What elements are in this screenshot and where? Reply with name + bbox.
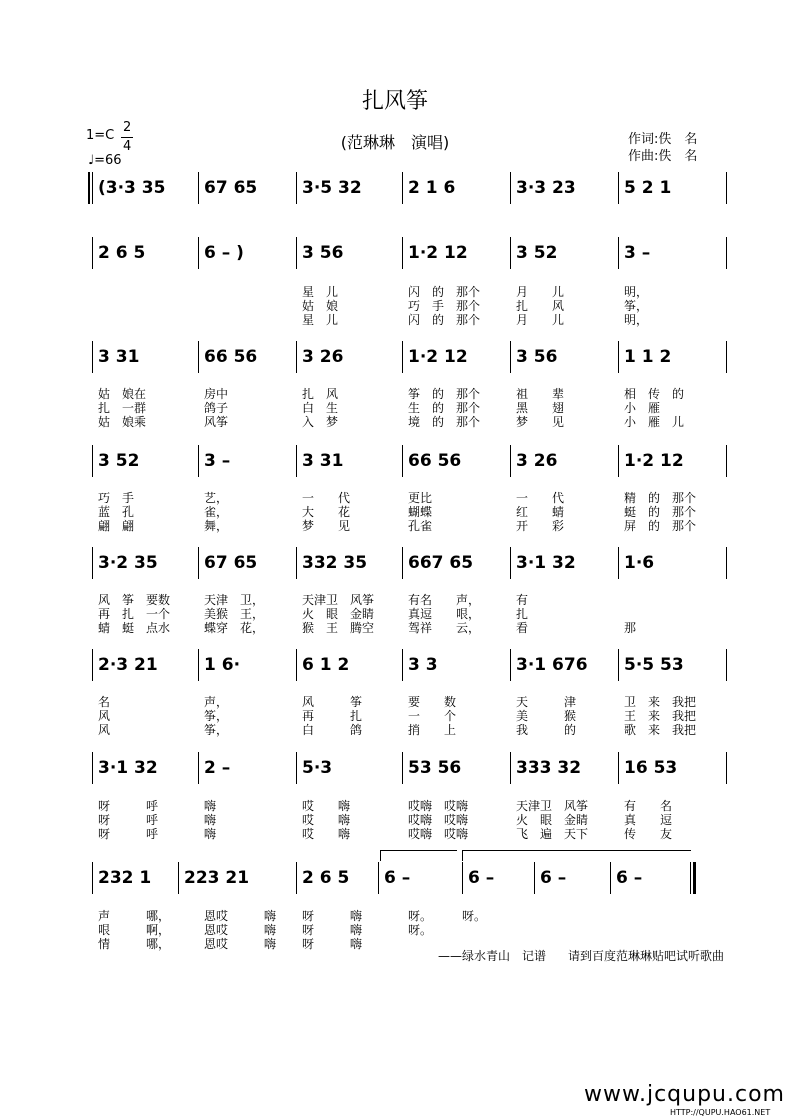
lyric-text: 蝶穿 花， xyxy=(204,621,265,635)
lyric-text: 我 的 xyxy=(516,723,577,737)
lyric-text: 有名 声， xyxy=(408,593,481,607)
lyric-text: 生 的 那个 xyxy=(408,401,481,415)
lyric-text: 精 的 那个 xyxy=(624,491,697,505)
lyric-text: 名 xyxy=(98,695,111,709)
measure-notes: 3 – xyxy=(624,243,651,263)
bar-line xyxy=(198,341,199,373)
bar-line xyxy=(618,172,619,204)
lyric-text: 恩哎 嗨 xyxy=(204,909,277,923)
lyric-text: 扎 一群 xyxy=(98,401,147,415)
bar-line xyxy=(296,649,297,681)
lyric-text: 开 彩 xyxy=(516,519,565,533)
measure-notes: 3 31 xyxy=(302,451,344,471)
bar-line xyxy=(296,862,297,894)
lyric-text: 歌 来 我把 xyxy=(624,723,697,737)
singer-line: (范琳琳 演唱) xyxy=(340,133,450,152)
measure-notes: 6 – xyxy=(468,868,495,888)
measure-notes: 66 56 xyxy=(204,347,258,367)
lyric-text: 姑 娘乘 xyxy=(98,415,147,429)
lyric-text: 明， xyxy=(624,313,649,327)
end-bar-thick xyxy=(693,862,696,894)
measure-notes: 667 65 xyxy=(408,553,474,573)
bar-line xyxy=(92,547,93,579)
lyric-text: 闪 的 那个 xyxy=(408,313,481,327)
lyric-text: 哎 嗨 xyxy=(302,799,351,813)
lyric-text: 闪 的 那个 xyxy=(408,285,481,299)
volta-bracket-1 xyxy=(380,850,457,861)
bar-line xyxy=(296,341,297,373)
lyric-text: 月 儿 xyxy=(516,285,565,299)
lyric-text: 天津卫 风筝 xyxy=(302,593,375,607)
lyric-text: 天津卫 风筝 xyxy=(516,799,589,813)
lyric-text: 巧 手 那个 xyxy=(408,299,481,313)
lyric-text: 哏 啊， xyxy=(98,923,171,937)
measure-notes: 66 56 xyxy=(408,451,462,471)
measure-notes: 3 26 xyxy=(516,451,558,471)
lyric-text: 更比 xyxy=(408,491,433,505)
lyric-text: 看 xyxy=(516,621,529,635)
bar-line xyxy=(402,649,403,681)
bar-line xyxy=(198,445,199,477)
measure-notes: 3 52 xyxy=(516,243,558,263)
bar-line xyxy=(618,649,619,681)
lyric-text: 月 儿 xyxy=(516,313,565,327)
measure-notes: 3 – xyxy=(204,451,231,471)
lyric-text: 要 数 xyxy=(408,695,457,709)
lyric-text: 那 xyxy=(624,621,637,635)
lyric-text: 孔雀 xyxy=(408,519,433,533)
measure-notes: 3·1 32 xyxy=(98,758,158,778)
lyric-text: 传 友 xyxy=(624,827,673,841)
site-watermark-small: HTTP://QUPU.HAO61.NET xyxy=(670,1108,771,1117)
lyric-text: 蜻 蜓 点水 xyxy=(98,621,171,635)
measure-notes: 3 3 xyxy=(408,655,438,675)
lyric-text: 呀。 xyxy=(408,923,433,937)
bar-line xyxy=(402,172,403,204)
bar-line xyxy=(198,172,199,204)
lyric-text: 风筝 xyxy=(204,415,229,429)
measure-notes: 333 32 xyxy=(516,758,582,778)
lyric-text: 风 筝 xyxy=(302,695,363,709)
measure-notes: 232 1 xyxy=(98,868,152,888)
lyric-text: 一 个 xyxy=(408,709,457,723)
measure-notes: 1·6 xyxy=(624,553,655,573)
lyric-text: 呀。 呀。 xyxy=(408,909,487,923)
lyric-text: 呀 呼 xyxy=(98,813,159,827)
bar-line xyxy=(510,341,511,373)
lyric-text: 星 儿 xyxy=(302,285,339,299)
bar-line xyxy=(402,341,403,373)
lyric-text: 星 儿 xyxy=(302,313,339,327)
lyric-text: 白 鸽 xyxy=(302,723,363,737)
bar-line xyxy=(402,445,403,477)
measure-notes: 16 53 xyxy=(624,758,678,778)
measure-notes: 6 – xyxy=(616,868,643,888)
bar-line xyxy=(510,547,511,579)
measure-notes: 3 56 xyxy=(516,347,558,367)
lyric-text: 蓝 孔 xyxy=(98,505,135,519)
bar-line xyxy=(92,752,93,784)
bar-line xyxy=(402,237,403,269)
measure-notes: 6 1 2 xyxy=(302,655,350,675)
bar-line xyxy=(726,547,727,579)
lyric-text: 梦 见 xyxy=(302,519,351,533)
lyric-text: 蝴蝶 xyxy=(408,505,433,519)
bar-line xyxy=(296,752,297,784)
bar-line xyxy=(178,862,179,894)
bar-line xyxy=(726,445,727,477)
lyric-text: 一 代 xyxy=(516,491,565,505)
time-signature-bottom: 4 xyxy=(123,139,132,154)
lyric-text: 哎 嗨 xyxy=(302,813,351,827)
bar-line xyxy=(510,445,511,477)
lyric-text: 一 代 xyxy=(302,491,351,505)
lyric-text: 舞， xyxy=(204,519,229,533)
lyric-text: 猴 王 腾空 xyxy=(302,621,375,635)
measure-notes: 6 – xyxy=(384,868,411,888)
lyric-text: 情 哪， xyxy=(98,937,171,951)
bar-line xyxy=(618,341,619,373)
measure-notes: (3·3 35 xyxy=(98,178,166,198)
bar-line xyxy=(618,237,619,269)
repeat-start-thick xyxy=(88,172,90,204)
lyric-text: 王 来 我把 xyxy=(624,709,697,723)
bar-line xyxy=(92,172,93,204)
lyric-text: 再 扎 一个 xyxy=(98,607,171,621)
lyric-text: 美 猴 xyxy=(516,709,577,723)
lyric-text: 呀 嗨 xyxy=(302,923,363,937)
measure-notes: 3·2 35 xyxy=(98,553,158,573)
lyric-text: 哎 嗨 xyxy=(302,827,351,841)
lyric-text: 巧 手 xyxy=(98,491,135,505)
lyric-text: 房中 xyxy=(204,387,229,401)
lyric-text: 相 传 的 xyxy=(624,387,685,401)
lyric-text: 白 生 xyxy=(302,401,339,415)
lyric-text: 明， xyxy=(624,285,649,299)
lyric-text: 翩 翩 xyxy=(98,519,135,533)
lyric-text: 呀 嗨 xyxy=(302,909,363,923)
lyric-text: 风 xyxy=(98,709,111,723)
bar-line xyxy=(618,445,619,477)
bar-line xyxy=(198,752,199,784)
measure-notes: 3 52 xyxy=(98,451,140,471)
bar-line xyxy=(92,862,93,894)
measure-notes: 5·3 xyxy=(302,758,333,778)
lyric-text: 扎 风 xyxy=(516,299,565,313)
bar-line xyxy=(610,862,611,894)
measure-notes: 3·1 32 xyxy=(516,553,576,573)
lyric-text: 火 眼 金睛 xyxy=(302,607,375,621)
bar-line xyxy=(618,752,619,784)
bar-line xyxy=(510,237,511,269)
lyric-text: 小 雁 儿 xyxy=(624,415,685,429)
lyric-text: 蜓 的 那个 xyxy=(624,505,697,519)
bar-line xyxy=(510,172,511,204)
measure-notes: 1 1 2 xyxy=(624,347,672,367)
lyric-text: 扎 风 xyxy=(302,387,339,401)
lyric-text: 驾祥 云， xyxy=(408,621,481,635)
bar-line xyxy=(296,547,297,579)
lyric-text: 呀 呼 xyxy=(98,827,159,841)
lyric-text: 大 花 xyxy=(302,505,351,519)
lyric-text: 艺， xyxy=(204,491,229,505)
measure-notes: 53 56 xyxy=(408,758,462,778)
lyric-text: 姑 娘 xyxy=(302,299,339,313)
lyric-text: 嗨 xyxy=(204,813,217,827)
lyric-text: 嗨 xyxy=(204,827,217,841)
bar-line xyxy=(402,752,403,784)
key-signature: 1=C xyxy=(86,128,115,143)
bar-line xyxy=(726,649,727,681)
measure-notes: 1·2 12 xyxy=(408,243,468,263)
lyric-text: 声 哪， xyxy=(98,909,171,923)
lyric-text: 筝， xyxy=(204,723,229,737)
measure-notes: 332 35 xyxy=(302,553,368,573)
bar-line xyxy=(92,445,93,477)
lyric-text: 祖 辈 xyxy=(516,387,565,401)
lyric-text: 筝， xyxy=(624,299,649,313)
measure-notes: 67 65 xyxy=(204,553,258,573)
bar-line xyxy=(92,649,93,681)
bar-line xyxy=(510,649,511,681)
bar-line xyxy=(726,172,727,204)
measure-notes: 3·3 23 xyxy=(516,178,576,198)
lyric-text: 梦 见 xyxy=(516,415,565,429)
bar-line xyxy=(198,649,199,681)
time-signature-top: 2 xyxy=(123,120,132,135)
lyric-text: 真逗 哏， xyxy=(408,607,481,621)
lyric-text: 天 津 xyxy=(516,695,577,709)
recorder-credit: ——绿水青山 记谱 xyxy=(438,949,547,963)
bar-line xyxy=(402,547,403,579)
lyric-text: 哎嗨 哎嗨 xyxy=(408,799,469,813)
bar-line xyxy=(296,172,297,204)
lyric-text: 筝 的 那个 xyxy=(408,387,481,401)
lyric-text: 哎嗨 哎嗨 xyxy=(408,813,469,827)
bar-line xyxy=(726,237,727,269)
bar-line xyxy=(510,752,511,784)
lyric-text: 火 眼 金睛 xyxy=(516,813,589,827)
bar-line xyxy=(726,752,727,784)
lyric-text: 卫 来 我把 xyxy=(624,695,697,709)
bar-line xyxy=(92,341,93,373)
lyric-text: 美猴 王， xyxy=(204,607,265,621)
bar-line xyxy=(726,341,727,373)
bar-line xyxy=(618,547,619,579)
bar-line xyxy=(296,237,297,269)
lyric-text: 雀， xyxy=(204,505,229,519)
lyric-text: 飞 遍 天下 xyxy=(516,827,589,841)
lyricist-credit: 作词:佚 名 xyxy=(628,132,698,147)
lyric-text: 天津 卫， xyxy=(204,593,265,607)
lyric-text: 入 梦 xyxy=(302,415,339,429)
lyric-text: 哎嗨 哎嗨 xyxy=(408,827,469,841)
lyric-text: 鸽子 xyxy=(204,401,229,415)
measure-notes: 1·2 12 xyxy=(624,451,684,471)
bar-line xyxy=(690,862,691,894)
measure-notes: 1·2 12 xyxy=(408,347,468,367)
lyric-text: 有 xyxy=(516,593,529,607)
measure-notes: 3 26 xyxy=(302,347,344,367)
bar-line xyxy=(198,547,199,579)
lyric-text: 真 逗 xyxy=(624,813,673,827)
lyric-text: 再 扎 xyxy=(302,709,363,723)
measure-notes: 3 31 xyxy=(98,347,140,367)
bar-line xyxy=(462,862,463,894)
bar-line xyxy=(378,862,379,894)
lyric-text: 扎 xyxy=(516,607,529,621)
lyric-text: 姑 娘在 xyxy=(98,387,147,401)
lyric-text: 境 的 那个 xyxy=(408,415,481,429)
bar-line xyxy=(296,445,297,477)
lyric-text: 声， xyxy=(204,695,229,709)
measure-notes: 67 65 xyxy=(204,178,258,198)
lyric-text: 捎 上 xyxy=(408,723,457,737)
lyric-text: 有 名 xyxy=(624,799,673,813)
measure-notes: 223 21 xyxy=(184,868,250,888)
measure-notes: 2 1 6 xyxy=(408,178,456,198)
lyric-text: 风 筝 要数 xyxy=(98,593,171,607)
volta-bracket-2 xyxy=(462,850,691,861)
song-title: 扎风筝 xyxy=(361,89,428,114)
listen-note: 请到百度范琳琳贴吧试听歌曲 xyxy=(568,949,725,963)
lyric-text: 黑 翅 xyxy=(516,401,565,415)
measure-notes: 3·1 676 xyxy=(516,655,588,675)
measure-notes: 6 – ) xyxy=(204,243,244,263)
lyric-text: 嗨 xyxy=(204,799,217,813)
lyric-text: 呀 嗨 xyxy=(302,937,363,951)
measure-notes: 2 – xyxy=(204,758,231,778)
measure-notes: 6 – xyxy=(540,868,567,888)
time-signature-line xyxy=(121,137,133,138)
lyric-text: 红 蜻 xyxy=(516,505,565,519)
measure-notes: 2 6 5 xyxy=(302,868,350,888)
tempo-mark: ♩=66 xyxy=(88,153,122,168)
lyric-text: 恩哎 嗨 xyxy=(204,923,277,937)
bar-line xyxy=(198,237,199,269)
lyric-text: 呀 呼 xyxy=(98,799,159,813)
lyric-text: 恩哎 嗨 xyxy=(204,937,277,951)
lyric-text: 屏 的 那个 xyxy=(624,519,697,533)
lyric-text: 小 雁 xyxy=(624,401,661,415)
composer-credit: 作曲:佚 名 xyxy=(628,149,698,164)
measure-notes: 5 2 1 xyxy=(624,178,672,198)
lyric-text: 筝， xyxy=(204,709,229,723)
bar-line xyxy=(92,237,93,269)
measure-notes: 2 6 5 xyxy=(98,243,146,263)
measure-notes: 1 6· xyxy=(204,655,241,675)
site-watermark: www.jcqupu.com xyxy=(584,1082,785,1107)
bar-line xyxy=(534,862,535,894)
lyric-text: 风 xyxy=(98,723,111,737)
measure-notes: 3 56 xyxy=(302,243,344,263)
measure-notes: 3·5 32 xyxy=(302,178,362,198)
measure-notes: 5·5 53 xyxy=(624,655,684,675)
measure-notes: 2·3 21 xyxy=(98,655,158,675)
